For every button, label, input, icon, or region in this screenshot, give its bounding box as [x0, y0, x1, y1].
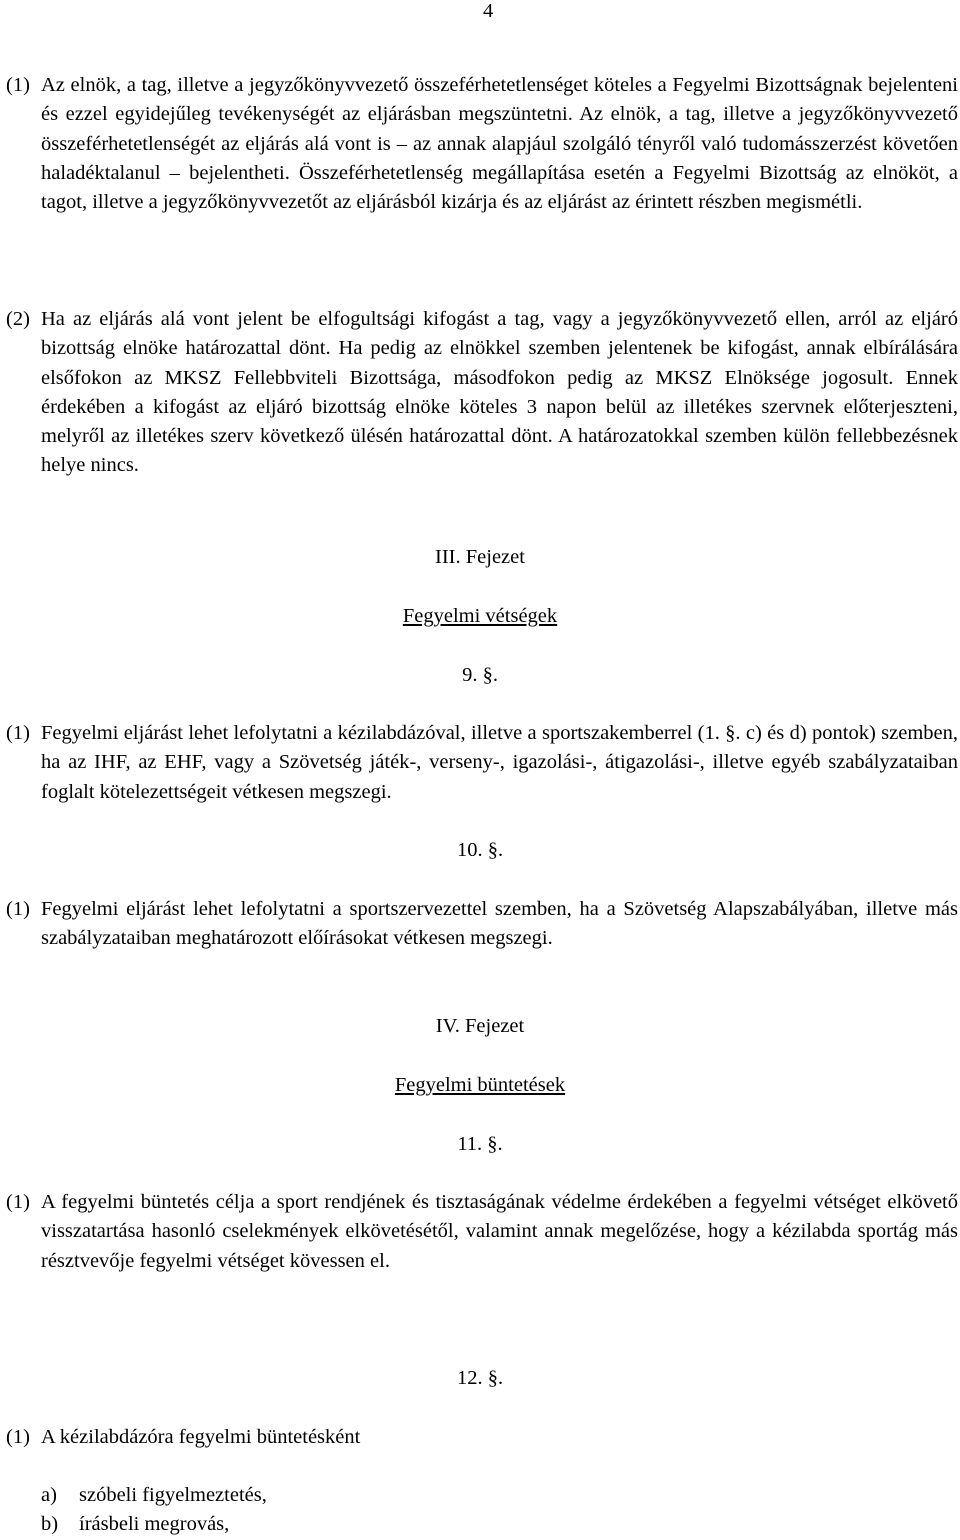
section-heading: 9. §. — [462, 664, 498, 686]
chapter-subtitle-text: Fegyelmi büntetések — [394, 1074, 566, 1096]
paragraph-text: Fegyelmi eljárást lehet lefolytatni a sportszervezettel szemben, ha a Szövetség Alapszabályában, illetve más szabályzataiban meghatározott előírásokat vétkesen megszegi. — [41, 898, 958, 950]
penalty-list — [41, 1481, 267, 1540]
chapter-subtitle — [0, 602, 960, 631]
paragraph-number: (1) — [6, 74, 30, 96]
section-10-paragraph — [6, 895, 958, 954]
paragraph-2 — [6, 305, 958, 481]
paragraph-number: (1) — [6, 1426, 30, 1448]
chapter-subtitle-text: Fegyelmi vétségek — [402, 605, 558, 627]
list-item — [41, 1481, 267, 1510]
section-12-paragraph — [6, 1423, 360, 1452]
section-11-paragraph — [6, 1188, 958, 1276]
paragraph-number: (1) — [6, 898, 30, 920]
chapter-title: IV. Fejezet — [435, 1015, 525, 1037]
section-9-paragraph — [6, 719, 958, 807]
paragraph-text: Ha az eljárás alá vont jelent be elfogultsági kifogást a tag, vagy a jegyzőkönyvvezető ellen, arról az eljáró bizottság elnöke határozattal dönt. Ha pedig az elnökkel szemben jelentenek be kifogást, annak elbírálására elsőfokon az MKSZ Fellebbviteli Bizottsága, másodfokon pedig az MKSZ Elnöksége jogosult. Ennek érdekében a kifogást az eljáró bizottság elnöke köteles 3 napon belül az illetékes szervnek előterjeszteni, melyről az illetékes szerv következő ülésén határozattal dönt. A határozatokkal szemben külön fellebbezésnek helye nincs. — [41, 308, 958, 477]
list-item-label: b) — [41, 1513, 59, 1536]
section-heading: 11. §. — [457, 1133, 503, 1155]
paragraph-text: A fegyelmi büntetés célja a sport rendjének és tisztaságának védelme érdekében a fegyelmi vétséget elkövető visszatartása hasonló cselekmények elkövetésétől, valamint annak megelőzése, hogy a kézilabda sportág más résztvevője fegyelmi vétséget kövessen el. — [41, 1191, 958, 1272]
chapter-title: III. Fejezet — [435, 546, 525, 568]
paragraph-number: (1) — [6, 1191, 30, 1213]
list-item-label: a) — [41, 1484, 57, 1506]
section-heading: 12. §. — [456, 1367, 504, 1389]
chapter-subtitle — [0, 1071, 960, 1100]
paragraph-1 — [6, 71, 958, 217]
paragraph-number: (1) — [6, 722, 30, 744]
list-item-text: írásbeli megrovás, — [79, 1513, 230, 1536]
paragraph-text: A kézilabdázóra fegyelmi büntetésként — [41, 1426, 361, 1448]
list-item-text: szóbeli figyelmeztetés, — [79, 1484, 267, 1506]
paragraph-number: (2) — [6, 308, 30, 330]
page-number: 4 — [483, 0, 494, 22]
paragraph-text: Az elnök, a tag, illetve a jegyzőkönyvvezető összeférhetetlenséget köteles a Fegyelmi Bizottságnak bejelenteni és ezzel egyidejűleg tevékenységét az eljárásban megszüntetni. Az elnök, a tag, illetve a jegyzőkönyvvezető összeférhetetlenségét az eljárás alá vont is – az annak alapjául szolgáló tényről való tudomásszerzést követően haladéktalanul – bejelentheti. Összeférhetetlenség megállapítása esetén a Fegyelmi Bizottság az elnököt, a tagot, illetve a jegyzőkönyvvezetőt az eljárásból kizárja és az eljárást az érintett részben megismétli. — [41, 74, 958, 214]
section-heading: 10. §. — [456, 839, 504, 861]
paragraph-text: Fegyelmi eljárást lehet lefolytatni a kézilabdázóval, illetve a sportszakemberrel (1. §. c) és d) pontok) szemben, ha az IHF, az EHF, vagy a Szövetség játék-, verseny-, igazolási-, átigazolási-, illetve egyéb szabályzataiban foglalt kötelezettségeit vétkesen megszegi. — [41, 722, 958, 803]
list-item — [41, 1510, 267, 1539]
